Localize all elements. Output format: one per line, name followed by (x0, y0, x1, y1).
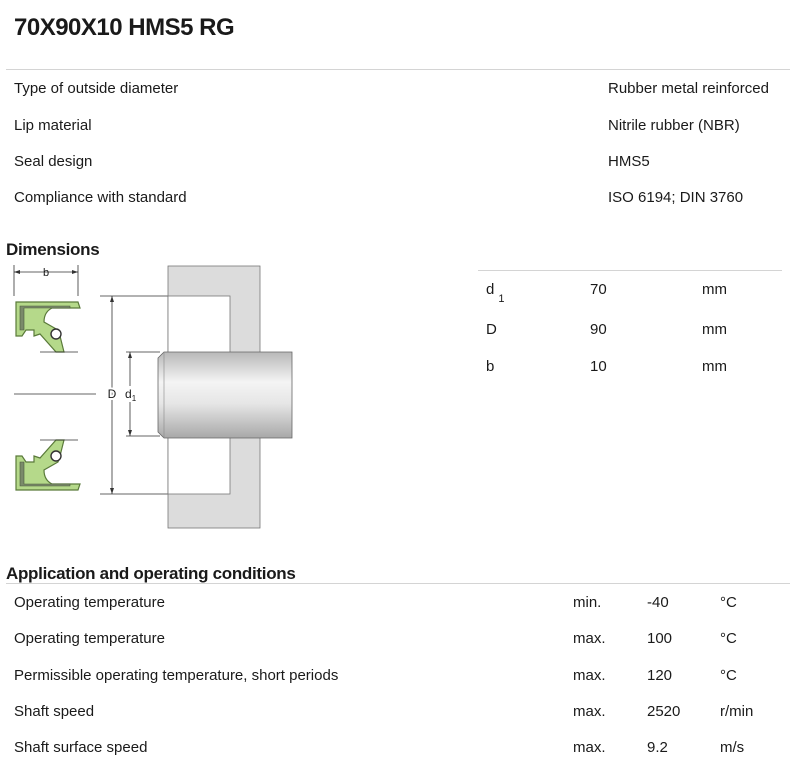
operating-label: Operating temperature (14, 630, 165, 647)
operating-label: Permissible operating temperature, short periods (14, 667, 339, 684)
operating-row (14, 667, 790, 703)
page-title: 70X90X10 HMS5 RG (14, 14, 235, 41)
dimension-value: 10 (590, 358, 607, 375)
operating-value: -40 (647, 594, 669, 611)
property-row (14, 117, 790, 153)
operating-value: 120 (647, 667, 673, 684)
dimensions-heading: Dimensions (6, 240, 100, 259)
property-row (14, 189, 790, 225)
property-value: Nitrile rubber (NBR) (608, 117, 740, 134)
dimension-unit: mm (702, 281, 727, 298)
operating-value: 2520 (647, 703, 681, 720)
dimension-row (486, 321, 786, 357)
dimension-row (486, 281, 786, 317)
d1-label: $d_1$ (125, 387, 137, 403)
application-divider (6, 583, 790, 584)
operating-unit: r/min (720, 703, 754, 720)
operating-label: Shaft speed (14, 703, 95, 720)
dimension-unit: mm (702, 358, 727, 375)
dimensions-table-divider (478, 270, 782, 271)
operating-unit: m/s (720, 739, 745, 756)
dimension-symbol: b (486, 358, 495, 375)
seal-cross-section-drawing (0, 264, 300, 534)
operating-row (14, 594, 790, 630)
operating-label: Shaft surface speed (14, 739, 148, 756)
dimension-row (486, 358, 786, 394)
operating-unit: °C (720, 667, 737, 684)
operating-value: 100 (647, 630, 673, 647)
operating-row (14, 703, 790, 739)
property-row (14, 80, 790, 116)
D-label: D (107, 387, 117, 401)
operating-limit: max. (573, 667, 606, 684)
operating-limit: min. (573, 594, 602, 611)
property-label: Compliance with standard (14, 189, 187, 206)
property-value: HMS5 (608, 153, 650, 170)
operating-value: 9.2 (647, 739, 668, 756)
b-label: b (42, 267, 50, 279)
dimension-symbol: $d_1$ (486, 281, 505, 305)
property-row (14, 153, 790, 189)
operating-row (14, 630, 790, 666)
property-label: Seal design (14, 153, 93, 170)
property-label: Type of outside diameter (14, 80, 179, 97)
operating-row (14, 739, 790, 775)
dimension-value: 90 (590, 321, 607, 338)
operating-limit: max. (573, 630, 606, 647)
dimension-value: 70 (590, 281, 607, 298)
property-value: ISO 6194; DIN 3760 (608, 189, 744, 206)
dimension-unit: mm (702, 321, 727, 338)
property-value: Rubber metal reinforced (608, 80, 769, 97)
title-divider (6, 69, 790, 70)
operating-unit: °C (720, 630, 737, 647)
property-label: Lip material (14, 117, 92, 134)
application-heading: Application and operating conditions (6, 564, 296, 583)
operating-limit: max. (573, 739, 606, 756)
operating-unit: °C (720, 594, 737, 611)
operating-limit: max. (573, 703, 606, 720)
dimension-symbol: D (486, 321, 497, 338)
operating-label: Operating temperature (14, 594, 165, 611)
